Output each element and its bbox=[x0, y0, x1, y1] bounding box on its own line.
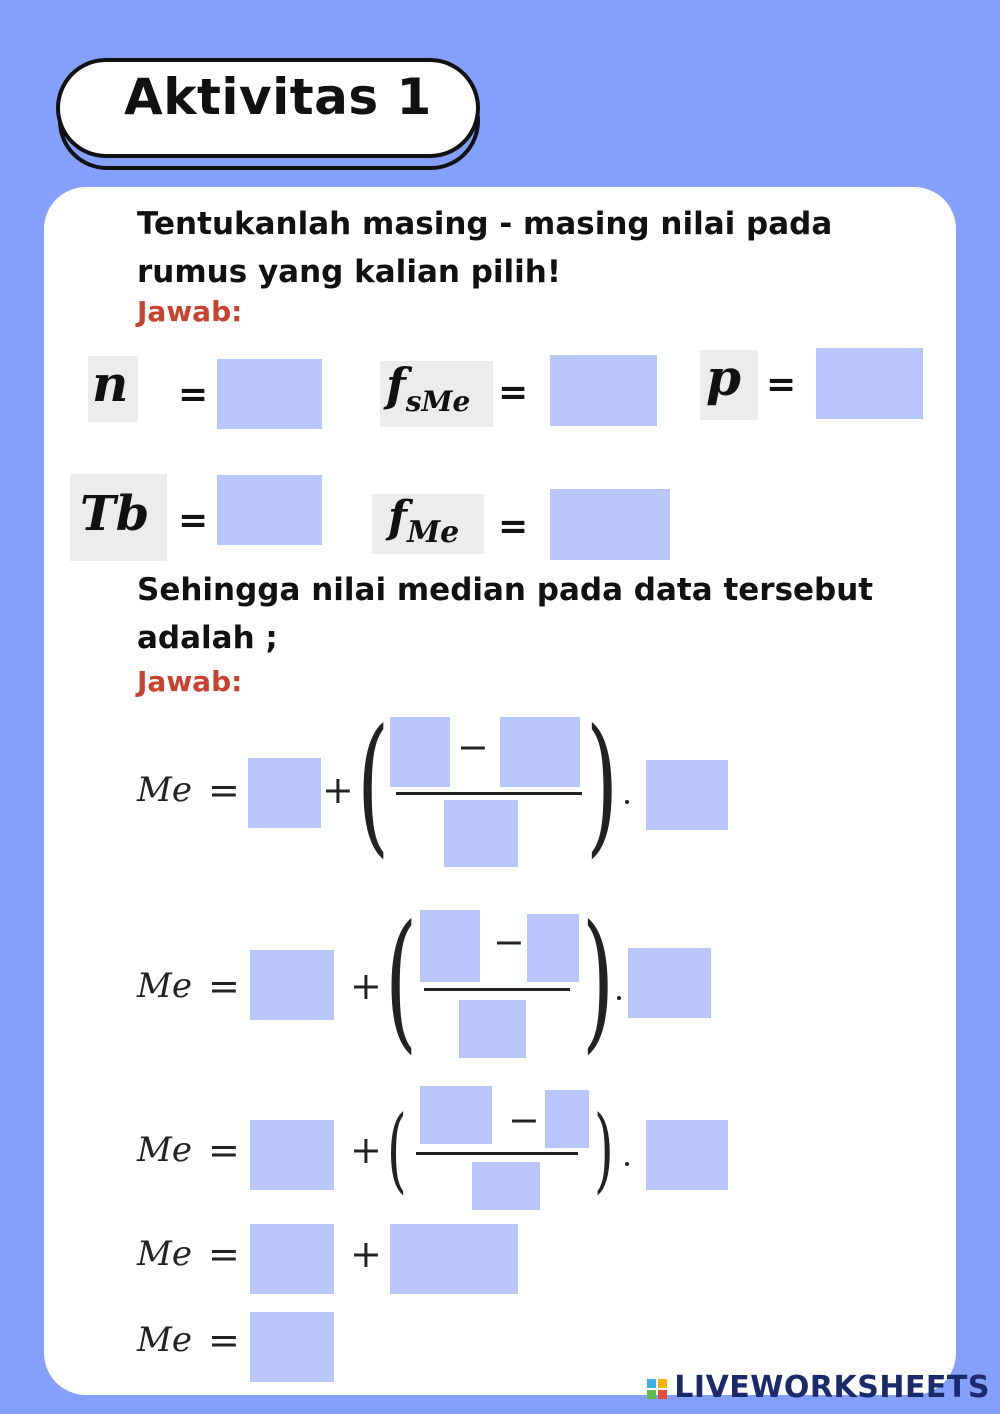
formula1-tb-box[interactable] bbox=[248, 758, 321, 828]
variable-f-sme bbox=[386, 358, 471, 418]
liveworksheets-grid-icon bbox=[646, 1378, 670, 1400]
formula3-numerator-right-box[interactable] bbox=[545, 1090, 589, 1148]
page-title: Aktivitas 1 bbox=[124, 68, 432, 126]
brand-text: LIVEWORKSHEETS bbox=[674, 1370, 990, 1405]
plus-operator: + bbox=[322, 768, 354, 812]
conclusion-line-2: adalah ; bbox=[137, 620, 278, 656]
answer-box-fsme[interactable] bbox=[550, 355, 657, 426]
formula2-denominator-box[interactable] bbox=[459, 1000, 526, 1058]
formula2-tb-box[interactable] bbox=[250, 950, 334, 1020]
variable-n: n bbox=[92, 354, 129, 413]
equals-operator: = bbox=[208, 1318, 240, 1362]
equals-operator: = bbox=[208, 768, 240, 812]
formula1-denominator-box[interactable] bbox=[444, 800, 518, 867]
right-parenthesis: ) bbox=[586, 698, 619, 872]
answer-box-fme[interactable] bbox=[550, 489, 670, 560]
equals-sign: = bbox=[498, 372, 529, 413]
variable-p: p bbox=[706, 348, 741, 407]
right-parenthesis: ) bbox=[582, 894, 615, 1068]
formula2-numerator-right-box[interactable] bbox=[527, 914, 579, 982]
multiply-dot bbox=[625, 1162, 629, 1166]
formula3-denominator-box[interactable] bbox=[472, 1162, 540, 1210]
formula4-tb-box[interactable] bbox=[250, 1224, 334, 1294]
left-parenthesis: ( bbox=[357, 698, 390, 872]
formula1-numerator-left-box[interactable] bbox=[390, 717, 450, 787]
equals-operator: = bbox=[208, 1128, 240, 1172]
answer-box-p[interactable] bbox=[816, 348, 923, 419]
variable-tb: Tb bbox=[80, 486, 150, 542]
formula4-term-box[interactable] bbox=[390, 1224, 518, 1294]
variable-f-me-sub: Me bbox=[406, 515, 460, 550]
conclusion-line-1: Sehingga nilai median pada data tersebut bbox=[137, 572, 874, 608]
variable-f-me-main: f bbox=[388, 492, 407, 543]
fraction-line bbox=[396, 792, 582, 795]
equals-sign: = bbox=[498, 506, 529, 547]
fraction-line bbox=[416, 1152, 578, 1155]
equals-operator: = bbox=[208, 964, 240, 1008]
me-label: Me bbox=[137, 966, 192, 1006]
me-label: Me bbox=[137, 1320, 192, 1360]
plus-operator: + bbox=[350, 1128, 382, 1172]
equals-sign: = bbox=[766, 364, 797, 405]
liveworksheets-logo bbox=[646, 1370, 990, 1405]
formula1-numerator-right-box[interactable] bbox=[500, 717, 580, 787]
instruction-line-2: rumus yang kalian pilih! bbox=[137, 254, 561, 290]
me-label: Me bbox=[137, 770, 192, 810]
answer-box-n[interactable] bbox=[217, 359, 322, 429]
variable-f-sme-sub: sMe bbox=[405, 385, 471, 418]
minus-operator: − bbox=[457, 725, 489, 769]
minus-operator: − bbox=[493, 920, 525, 964]
me-label: Me bbox=[137, 1130, 192, 1170]
variable-f-sme-main: f bbox=[386, 358, 406, 412]
left-parenthesis: ( bbox=[387, 1096, 407, 1203]
variable-f-me bbox=[388, 492, 460, 550]
instruction-line-1: Tentukanlah masing - masing nilai pada bbox=[137, 206, 833, 242]
plus-operator: + bbox=[350, 964, 382, 1008]
equals-sign: = bbox=[178, 500, 209, 541]
answer-label-2: Jawab: bbox=[137, 665, 243, 698]
formula3-numerator-left-box[interactable] bbox=[420, 1086, 492, 1144]
answer-label-1: Jawab: bbox=[137, 295, 243, 328]
formula3-p-box[interactable] bbox=[646, 1120, 728, 1190]
formula2-numerator-left-box[interactable] bbox=[420, 910, 480, 982]
formula5-result-box[interactable] bbox=[250, 1312, 334, 1382]
formula3-tb-box[interactable] bbox=[250, 1120, 334, 1190]
multiply-dot bbox=[617, 996, 621, 1000]
formula1-p-box[interactable] bbox=[646, 760, 728, 830]
me-label: Me bbox=[137, 1234, 192, 1274]
minus-operator: − bbox=[508, 1098, 540, 1142]
multiply-dot bbox=[625, 800, 629, 804]
fraction-line bbox=[424, 988, 570, 991]
right-parenthesis: ) bbox=[594, 1096, 614, 1203]
formula2-p-box[interactable] bbox=[628, 948, 711, 1018]
equals-operator: = bbox=[208, 1232, 240, 1276]
equals-sign: = bbox=[178, 374, 209, 415]
answer-box-tb[interactable] bbox=[217, 475, 322, 545]
plus-operator: + bbox=[350, 1232, 382, 1276]
left-parenthesis: ( bbox=[385, 894, 418, 1068]
